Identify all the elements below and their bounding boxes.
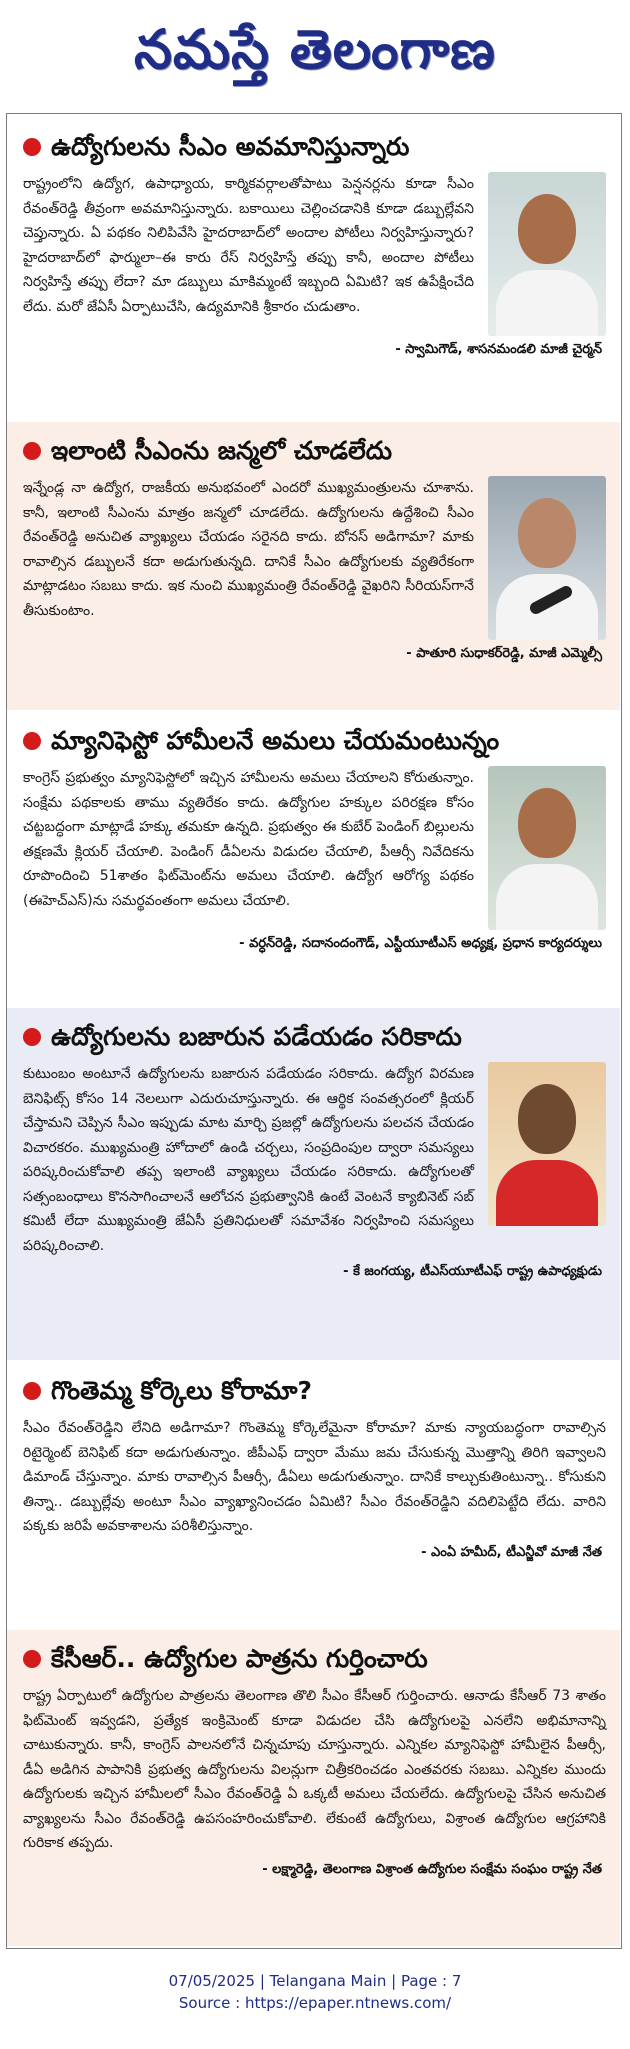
article-section-5 <box>7 1362 620 1628</box>
article-headline <box>23 726 606 756</box>
bullet-dot-icon <box>23 1028 41 1046</box>
bullet-dot-icon <box>23 732 41 750</box>
article-headline <box>23 436 606 466</box>
article-headline <box>23 1644 606 1674</box>
headline-text: ఉద్యోగులను సీఎం అవమానిస్తున్నారు <box>51 132 410 161</box>
article-section-2 <box>7 422 620 710</box>
masthead <box>0 0 630 112</box>
article-attribution: - వర్ధన్‌రెడ్డి, సదానందంగౌడ్, ఎస్టీయూటీఎస్ అధ్యక్ష, ప్రధాన కార్యదర్శులు <box>239 936 602 951</box>
article-section-3 <box>7 712 620 1006</box>
article-attribution: - ఎంఏ హమీద్, టీఎన్జీవో మాజీ నేత <box>421 1544 602 1560</box>
footer-source-link[interactable]: Source : https://epaper.ntnews.com/ <box>178 1994 452 2012</box>
article-headline <box>23 1022 606 1052</box>
page-footer <box>0 1970 630 2014</box>
article-attribution: - పాతూరి సుధాకర్‌రెడ్డి, మాజీ ఎమ్మెల్సీ <box>406 646 602 661</box>
bullet-dot-icon <box>23 138 41 156</box>
article-attribution: - కే జంగయ్య, టీఎస్‌యూటీఎఫ్ రాష్ట్ర ఉపాధ్యక్షుడు <box>343 1264 602 1279</box>
article-headline <box>23 132 606 162</box>
article-attribution: - స్వామిగౌడ్, శాసనమండలి మాజీ చైర్మన్ <box>395 342 602 357</box>
article-section-1 <box>7 118 620 420</box>
person-photo <box>488 476 606 640</box>
person-photo <box>488 766 606 930</box>
headline-text: ఇలాంటి సీఎంను జన్మలో చూడలేదు <box>51 436 393 465</box>
article-section-6 <box>7 1630 620 1946</box>
person-photo <box>488 172 606 336</box>
headline-text: ఉద్యోగులను బజారున పడేయడం సరికాదు <box>51 1022 462 1051</box>
article-headline <box>23 1376 606 1406</box>
bullet-dot-icon <box>23 1382 41 1400</box>
person-photo <box>488 1062 606 1226</box>
bullet-dot-icon <box>23 442 41 460</box>
article-body: రాష్ట్రంలోని ఉద్యోగ, ఉపాధ్యాయ, కార్మికవర్గాలతోపాటు పెన్షనర్లను కూడా సీఎం రేవంత్‌రెడ్డి తీవ్రంగా అవమానిస్తున్నారు. బకాయిలు చెల్లించడానికి కూడా డబ్బుల్లేవని చెప్తున్నారు. ఏ పథకం నిలిపివేసి హైదరాబాద్‌లో అందాల పోటీలు నిర్వహిస్తున్నారు? హైదరాబాద్‌లో ఫార్ములా–ఈ కారు రేస్ నిర్వహిస్తే తప్పు కానీ, అందాల పోటీలు నిర్వహిస్తే తప్పు లేదా? మా డబ్బులు మాకిమ్మంటే ఇబ్బంది ఏమిటి? ఇక ఉపేక్షించేది లేదు. మరో జేఏసీ ఏర్పాటుచేసి, ఉద్యమానికి శ్రీకారం చుడుతాం. <box>23 176 474 315</box>
bullet-dot-icon <box>23 1650 41 1668</box>
article-body: ఇన్నేండ్ల నా ఉద్యోగ, రాజకీయ అనుభవంలో ఎందరో ముఖ్యమంత్రులను చూశాను. కానీ, ఇలాంటి సీఎంను మాత్రం జన్మలో చూడలేదు. ఉద్యోగులను ఉద్దేశించి సీఎం రేవంత్‌రెడ్డి అనుచిత వ్యాఖ్యలు చేయడం సరైనది కాదు. బోనస్ అడిగామా? మాకు రావాల్సిన డబ్బులనే కదా అడుగుతున్నది. దానికే సీఎం ఉద్యోగులకు వ్యతిరేకంగా మాట్లాడటం సబబు కాదు. ఇక నుంచి ముఖ్యమంత్రి రేవంత్‌రెడ్డి వైఖరిని సీరియస్‌గానే తీసుకుంటాం. <box>23 480 474 619</box>
article-section-4 <box>7 1008 620 1360</box>
headline-text: కేసీఆర్.. ఉద్యోగుల పాత్రను గుర్తించారు <box>51 1644 428 1673</box>
article-body: రాష్ట్ర ఏర్పాటులో ఉద్యోగుల పాత్రలను తెలంగాణ తొలి సీఎం కేసీఆర్ గుర్తించారు. ఆనాడు కేసీఆర్ 73 శాతం ఫిట్‌మెంట్ ఇవ్వడని, ప్రత్యేక ఇంక్రిమెంట్ కూడా విడుదల చేసి ఉద్యోగులపై ఎనలేని అభిమానాన్ని చాటుకున్నారు. కానీ, కాంగ్రెస్ పాలనలోనే చిన్నచూపు చూస్తున్నారు. ఎన్నికల మ్యానిఫెస్టో హామీలైన పీఆర్సీ, డీఏ అడిగిన పాపానికి ప్రభుత్వ ఉద్యోగులను విలన్లుగా చిత్రీకరించడం ఎంతవరకు సబబు. ఎన్నికల ముందు ఉద్యోగులకు ఇచ్చిన హామీలలో సీఎం రేవంత్‌రెడ్డి ఏ ఒక్కటీ అమలు చేయలేదు. ఉద్యోగులపై చేసిన అనుచిత వ్యాఖ్యలను సీఎం రేవంత్‌రెడ్డి ఉపసంహరించుకోవాలి. లేకుంటే ఉద్యోగులు, విశ్రాంత ఉద్యోగుల ఆగ్రహానికి గురికాక తప్పదు. <box>23 1688 606 1851</box>
article-body: కుటుంబం అంటూనే ఉద్యోగులను బజారున పడేయడం సరికాదు. ఉద్యోగ విరమణ బెనిఫిట్స్ కోసం 14 నెలలుగా ఎదురుచూస్తున్నారు. ఈ ఆర్థిక సంవత్సరంలో క్లియర్ చేస్తామని చెప్పిన సీఎం ఇప్పుడు మాట మార్చి ప్రజల్లో ఉద్యోగులను పలచన చేయడం విచారకరం. ముఖ్యమంత్రి హోదాలో ఉండి చర్చలు, సంప్రదింపుల ద్వారా సమస్యలు పరిష్కరించుకోవాలి తప్ప ఇలాంటి వ్యాఖ్యలు చేయడం సరికాదు. ఉద్యోగులతో సత్సంబంధాలు కొనసాగించాలనే ఆలోచన ప్రభుత్వానికి ఉంటే వెంటనే క్యాబినెట్ సబ్ కమిటీ లేదా ముఖ్యమంత్రి జేఏసీ ప్రతినిధులతో సమావేశం నిర్వహించి సమస్యలు పరిష్కరించాలి. <box>23 1066 474 1254</box>
footer-edition-info: 07/05/2025 | Telangana Main | Page : 7 <box>168 1972 462 1990</box>
headline-text: గొంతెమ్మ కోర్కెలు కోరామా? <box>51 1376 313 1405</box>
headline-text: మ్యానిఫెస్టో హామీలనే అమలు చేయమంటున్నం <box>51 726 500 755</box>
article-body: సీఎం రేవంత్‌రెడ్డిని లేనిది అడిగామా? గొంతెమ్మ కోర్కెలేమైనా కోరామా? మాకు న్యాయబద్ధంగా రావాల్సిన రిటైర్మెంట్ బెనిఫిట్ కదా అడుగుతున్నాం. జీపీఎఫ్ ద్వారా మేము జమ చేసుకున్న మొత్తాన్ని తిరిగి ఇవ్వాలని డిమాండ్ చేస్తున్నాం. మాకు రావాల్సిన పీఆర్సీ, డీఏలు అడుగుతున్నాం. దానికే కాల్చుకుతింటున్నా.. కోసుకుని తిన్నా.. డబ్బుల్లేవు అంటూ సీఎం వ్యాఖ్యానించడం ఏమిటి? సీఎం రేవంత్‌రెడ్డిని వదిలిపెట్టేది లేదు. వారిని పక్కకు జరిపే అవకాశాలను పరిశీలిస్తున్నాం. <box>23 1420 606 1534</box>
article-body: కాంగ్రెస్ ప్రభుత్వం మ్యానిఫెస్టోలో ఇచ్చిన హామీలను అమలు చేయాలని కోరుతున్నాం. సంక్షేమ పథకాలకు తాము వ్యతిరేకం కాదు. ఉద్యోగుల హక్కుల పరిరక్షణ కోసం చట్టబద్ధంగా మాట్లాడే హక్కు తమకూ ఉన్నది. ప్రభుత్వం ఈ కుబేర్ పెండింగ్ బిల్లులను తక్షణమే క్లియర్ చేయాలి. పెండింగ్ డీఏలను విడుదల చేయాలి, పీఆర్సీ నివేదికను రూపొందించి 51శాతం ఫిట్‌మెంట్‌ను అమలు చేయాలి. ఉద్యోగ ఆరోగ్య పథకం (ఈహెచ్‌ఎస్)ను సమర్థవంతంగా అమలు చేయాలి. <box>23 770 474 909</box>
article-attribution: - లక్ష్మారెడ్డి, తెలంగాణ విశ్రాంత ఉద్యోగుల సంక్షేమ సంఘం రాష్ట్ర నేత <box>262 1861 602 1877</box>
newspaper-logo: నమస్తే తెలంగాణ <box>134 17 496 81</box>
